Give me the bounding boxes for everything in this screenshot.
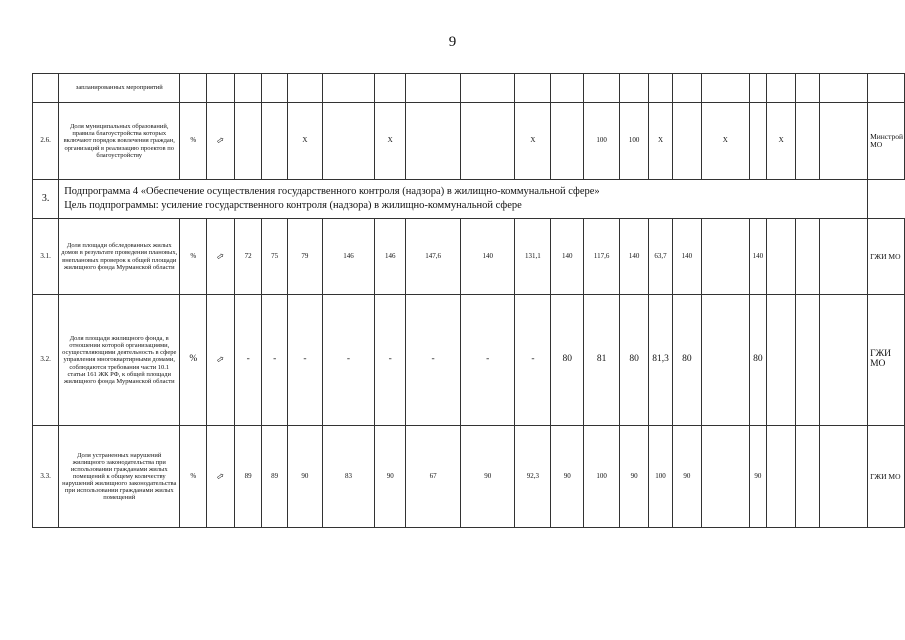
value-cell xyxy=(701,219,749,295)
responsible-org: ГЖИ МО xyxy=(868,426,905,528)
trend-arrow-icon: ⇨ xyxy=(214,469,227,483)
row-number: 2.6. xyxy=(33,103,59,180)
unit-cell: % xyxy=(180,295,207,426)
value-cell xyxy=(460,74,514,103)
value-cell xyxy=(515,74,551,103)
trend-arrow-icon: ⇨ xyxy=(214,249,227,263)
indicator-name: Доля муниципальных образований, правила благоустройства которых включают порядок вовлечения граждан, организаций в реализацию проектов по благоустройству xyxy=(59,103,180,180)
row-number: 3.1. xyxy=(33,219,59,295)
value-cell: 89 xyxy=(235,426,262,528)
table-row xyxy=(33,74,905,103)
value-cell: 140 xyxy=(620,219,649,295)
value-cell xyxy=(288,74,322,103)
value-cell: 131,1 xyxy=(515,219,551,295)
value-cell xyxy=(795,295,819,426)
value-cell xyxy=(235,74,262,103)
trend-cell xyxy=(207,103,235,180)
responsible-org: ГЖИ МО xyxy=(868,219,905,295)
value-cell: - xyxy=(406,295,461,426)
value-cell: 92,3 xyxy=(515,426,551,528)
value-cell xyxy=(701,426,749,528)
trend-cell xyxy=(207,219,235,295)
value-cell: 147,6 xyxy=(406,219,461,295)
value-cell: - xyxy=(235,295,262,426)
value-cell xyxy=(620,74,649,103)
trend-arrow-icon: ⇨ xyxy=(214,353,227,366)
indicator-name: Доля устраненных нарушений жилищного законодательства при использовании гражданами жилых помещений к общему количеству нарушений жилищного законодательства при использовании гражданами жилых помещений xyxy=(59,426,180,528)
row-number: 3. xyxy=(33,180,59,219)
unit-cell: % xyxy=(180,426,207,528)
value-cell: 75 xyxy=(262,219,288,295)
trend-cell xyxy=(207,426,235,528)
value-cell: 80 xyxy=(620,295,649,426)
value-cell xyxy=(701,295,749,426)
table-row xyxy=(33,295,905,426)
value-cell xyxy=(767,74,796,103)
value-cell: 80 xyxy=(672,295,701,426)
value-cell xyxy=(795,74,819,103)
value-cell: 140 xyxy=(672,219,701,295)
value-cell: 63,7 xyxy=(649,219,673,295)
value-cell: X xyxy=(375,103,406,180)
subprogram-title: Подпрограмма 4 «Обеспечение осуществления государственного контроля (надзора) в жилищно-коммунальной сфере» xyxy=(64,185,600,197)
value-cell xyxy=(262,74,288,103)
value-cell: 117,6 xyxy=(584,219,620,295)
value-cell xyxy=(406,103,461,180)
value-cell xyxy=(819,219,867,295)
value-cell xyxy=(375,74,406,103)
table-row xyxy=(33,426,905,528)
value-cell xyxy=(795,426,819,528)
value-cell xyxy=(551,74,584,103)
value-cell xyxy=(819,74,867,103)
value-cell: X xyxy=(288,103,322,180)
value-cell: 90 xyxy=(375,426,406,528)
value-cell: 90 xyxy=(672,426,701,528)
value-cell: 100 xyxy=(649,426,673,528)
value-cell xyxy=(649,74,673,103)
value-cell: - xyxy=(375,295,406,426)
value-cell: 80 xyxy=(749,295,767,426)
responsible-org xyxy=(868,74,905,103)
value-cell: 100 xyxy=(584,103,620,180)
value-cell: 79 xyxy=(288,219,322,295)
value-cell xyxy=(749,103,767,180)
value-cell xyxy=(672,103,701,180)
value-cell: 90 xyxy=(460,426,514,528)
table-row xyxy=(33,219,905,295)
value-cell: 80 xyxy=(551,295,584,426)
value-cell: 140 xyxy=(551,219,584,295)
value-cell xyxy=(767,219,796,295)
value-cell xyxy=(322,103,375,180)
value-cell: 72 xyxy=(235,219,262,295)
unit-cell xyxy=(180,74,207,103)
trend-cell xyxy=(207,295,235,426)
value-cell: - xyxy=(460,295,514,426)
responsible-org: ГЖИ МО xyxy=(868,295,905,426)
value-cell: 140 xyxy=(460,219,514,295)
trend-arrow-icon: ⇨ xyxy=(214,134,227,147)
indicator-name: Доля площади обследованных жилых домов в результате проведения плановых, внеплановых проверок к общей площади жилищного фонда Мурманской области xyxy=(59,219,180,295)
subprogram-text xyxy=(59,180,868,219)
table-row xyxy=(33,103,905,180)
unit-cell: % xyxy=(180,219,207,295)
trend-cell xyxy=(207,74,235,103)
subprogram-goal: Цель подпрограммы: усиление государственного контроля (надзора) в жилищно-коммунальной сфере xyxy=(64,200,522,211)
value-cell: 81,3 xyxy=(649,295,673,426)
value-cell: 89 xyxy=(262,426,288,528)
row-number xyxy=(33,74,59,103)
value-cell xyxy=(235,103,262,180)
value-cell xyxy=(795,103,819,180)
value-cell: X xyxy=(701,103,749,180)
value-cell: 90 xyxy=(551,426,584,528)
value-cell xyxy=(819,103,867,180)
unit-cell: % xyxy=(180,103,207,180)
value-cell: X xyxy=(515,103,551,180)
value-cell xyxy=(795,219,819,295)
value-cell xyxy=(819,295,867,426)
value-cell xyxy=(460,103,514,180)
indicator-table xyxy=(32,73,905,528)
value-cell xyxy=(767,295,796,426)
value-cell: - xyxy=(515,295,551,426)
value-cell: 67 xyxy=(406,426,461,528)
value-cell: 140 xyxy=(749,219,767,295)
responsible-org: Минстрой МО xyxy=(868,103,905,180)
value-cell xyxy=(584,74,620,103)
page-number: 9 xyxy=(448,34,457,50)
indicator-name: запланированных мероприятий xyxy=(59,74,180,103)
value-cell: 146 xyxy=(322,219,375,295)
value-cell: 146 xyxy=(375,219,406,295)
value-cell: - xyxy=(262,295,288,426)
value-cell: 83 xyxy=(322,426,375,528)
value-cell: 90 xyxy=(288,426,322,528)
value-cell xyxy=(701,74,749,103)
subprogram-row xyxy=(33,180,905,219)
value-cell: 100 xyxy=(620,103,649,180)
value-cell: 90 xyxy=(749,426,767,528)
value-cell xyxy=(672,74,701,103)
value-cell xyxy=(551,103,584,180)
value-cell xyxy=(749,74,767,103)
value-cell: X xyxy=(767,103,796,180)
value-cell: X xyxy=(649,103,673,180)
value-cell: - xyxy=(288,295,322,426)
value-cell: 81 xyxy=(584,295,620,426)
indicator-name: Доля площади жилищного фонда, в отношении которой организациями, осуществляющими деятельность в сфере управления многоквартирными домами, соблюдаются требования части 10.1 статьи 161 ЖК РФ, к общей площади жилищного фонда Мурманской области xyxy=(59,295,180,426)
value-cell: 90 xyxy=(620,426,649,528)
value-cell xyxy=(406,74,461,103)
row-number: 3.2. xyxy=(33,295,59,426)
value-cell xyxy=(262,103,288,180)
value-cell: - xyxy=(322,295,375,426)
row-number: 3.3. xyxy=(33,426,59,528)
value-cell: 100 xyxy=(584,426,620,528)
value-cell xyxy=(819,426,867,528)
value-cell xyxy=(767,426,796,528)
value-cell xyxy=(322,74,375,103)
